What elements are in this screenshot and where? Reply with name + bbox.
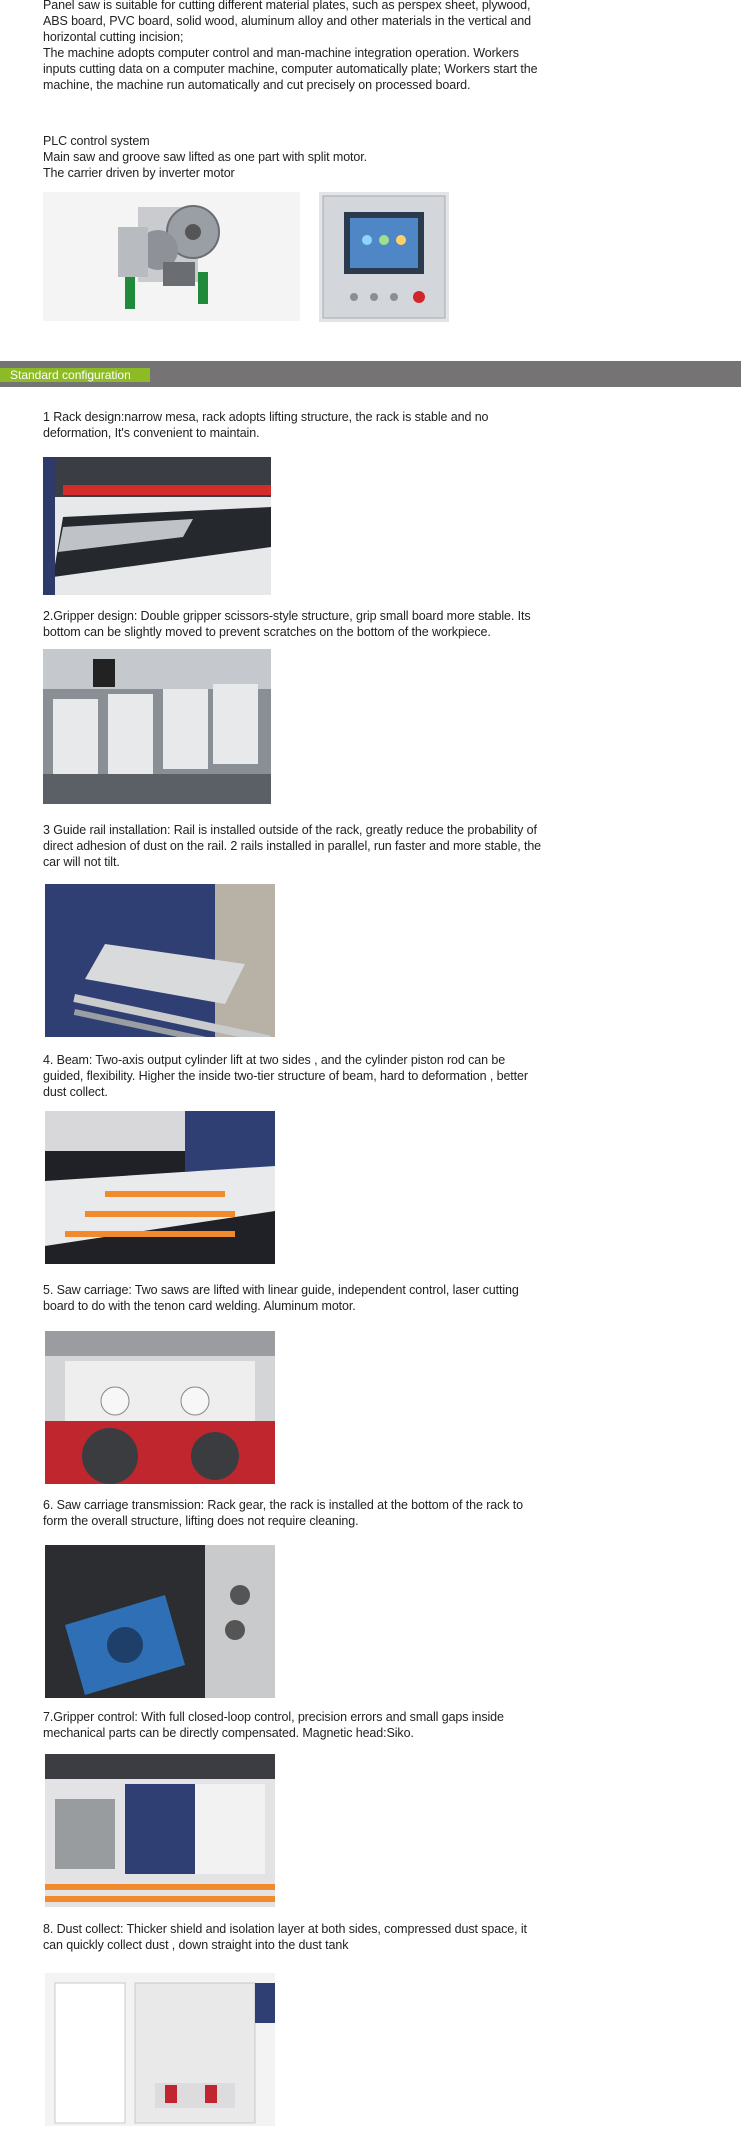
text-line: mechanical parts can be directly compensated. Magnetic head:Siko. — [43, 1726, 414, 1740]
gripper-design-image — [43, 649, 271, 804]
text-line: 8. Dust collect: Thicker shield and isolation layer at both sides, compressed dust space, it — [43, 1922, 527, 1936]
rack-design-image — [43, 457, 271, 595]
text-line: Panel saw is suitable for cutting different material plates, such as perspex sheet, plywood, — [43, 0, 531, 12]
guide-rail-image — [45, 884, 275, 1037]
text-line: 5. Saw carriage: Two saws are lifted with linear guide, independent control, laser cutting — [43, 1283, 519, 1297]
text-line: ABS board, PVC board, solid wood, aluminum alloy and other materials in the vertical and — [43, 14, 531, 28]
text-line: car will not tilt. — [43, 855, 120, 869]
feature-item: The carrier driven by inverter motor — [43, 166, 235, 180]
text-line: 4. Beam: Two-axis output cylinder lift at two sides , and the cylinder piston rod can be — [43, 1053, 506, 1067]
feature-list — [43, 133, 556, 181]
text-line: deformation, It's convenient to maintain. — [43, 426, 260, 440]
feature-item: PLC control system — [43, 134, 150, 148]
saw-transmission-image — [45, 1545, 275, 1698]
section-6-text — [43, 1497, 556, 1529]
text-line: direct adhesion of dust on the rail. 2 rails installed in parallel, run faster and more stable, the — [43, 839, 542, 853]
text-line: dust collect. — [43, 1085, 108, 1099]
text-line: The machine adopts computer control and man-machine integration operation. Workers — [43, 46, 519, 60]
touchscreen-panel-image — [319, 192, 449, 322]
section-7-text — [43, 1709, 556, 1741]
text-line: 6. Saw carriage transmission: Rack gear, the rack is installed at the bottom of the rack to — [43, 1498, 524, 1512]
section-5-text — [43, 1282, 556, 1314]
section-3-text — [43, 822, 556, 870]
section-2-text — [43, 608, 556, 640]
text-line: 2.Gripper design: Double gripper scissors-style structure, grip small board more stable. Its — [43, 609, 531, 623]
text-line: guided, flexibility. Higher the inside two-tier structure of beam, hard to deformation , better — [43, 1069, 528, 1083]
dust-collector-image — [45, 1973, 275, 2126]
section-banner — [0, 361, 741, 387]
gripper-control-image — [45, 1754, 275, 1907]
intro-paragraph — [43, 0, 556, 93]
text-line: inputs cutting data on a computer machine, computer automatically plate; Workers start the — [43, 62, 538, 76]
text-line: 1 Rack design:narrow mesa, rack adopts lifting structure, the rack is stable and no — [43, 410, 489, 424]
section-8-text — [43, 1921, 556, 1953]
beam-image — [45, 1111, 275, 1264]
saw-carriage-image — [45, 1331, 275, 1484]
text-line: horizontal cutting incision; — [43, 30, 184, 44]
banner-title: Standard configuration — [0, 368, 150, 382]
text-line: form the overall structure, lifting does not require cleaning. — [43, 1514, 359, 1528]
text-line: 7.Gripper control: With full closed-loop control, precision errors and small gaps inside — [43, 1710, 504, 1724]
feature-item: Main saw and groove saw lifted as one part with split motor. — [43, 150, 368, 164]
section-1-text — [43, 409, 556, 441]
saw-carriage-render-image — [43, 192, 300, 321]
text-line: machine, the machine run automatically and cut precisely on processed board. — [43, 78, 471, 92]
text-line: board to do with the tenon card welding. Aluminum motor. — [43, 1299, 356, 1313]
section-4-text — [43, 1052, 556, 1100]
text-line: bottom can be slightly moved to prevent scratches on the bottom of the workpiece. — [43, 625, 491, 639]
text-line: can quickly collect dust , down straight into the dust tank — [43, 1938, 349, 1952]
text-line: 3 Guide rail installation: Rail is installed outside of the rack, greatly reduce the probability of — [43, 823, 537, 837]
